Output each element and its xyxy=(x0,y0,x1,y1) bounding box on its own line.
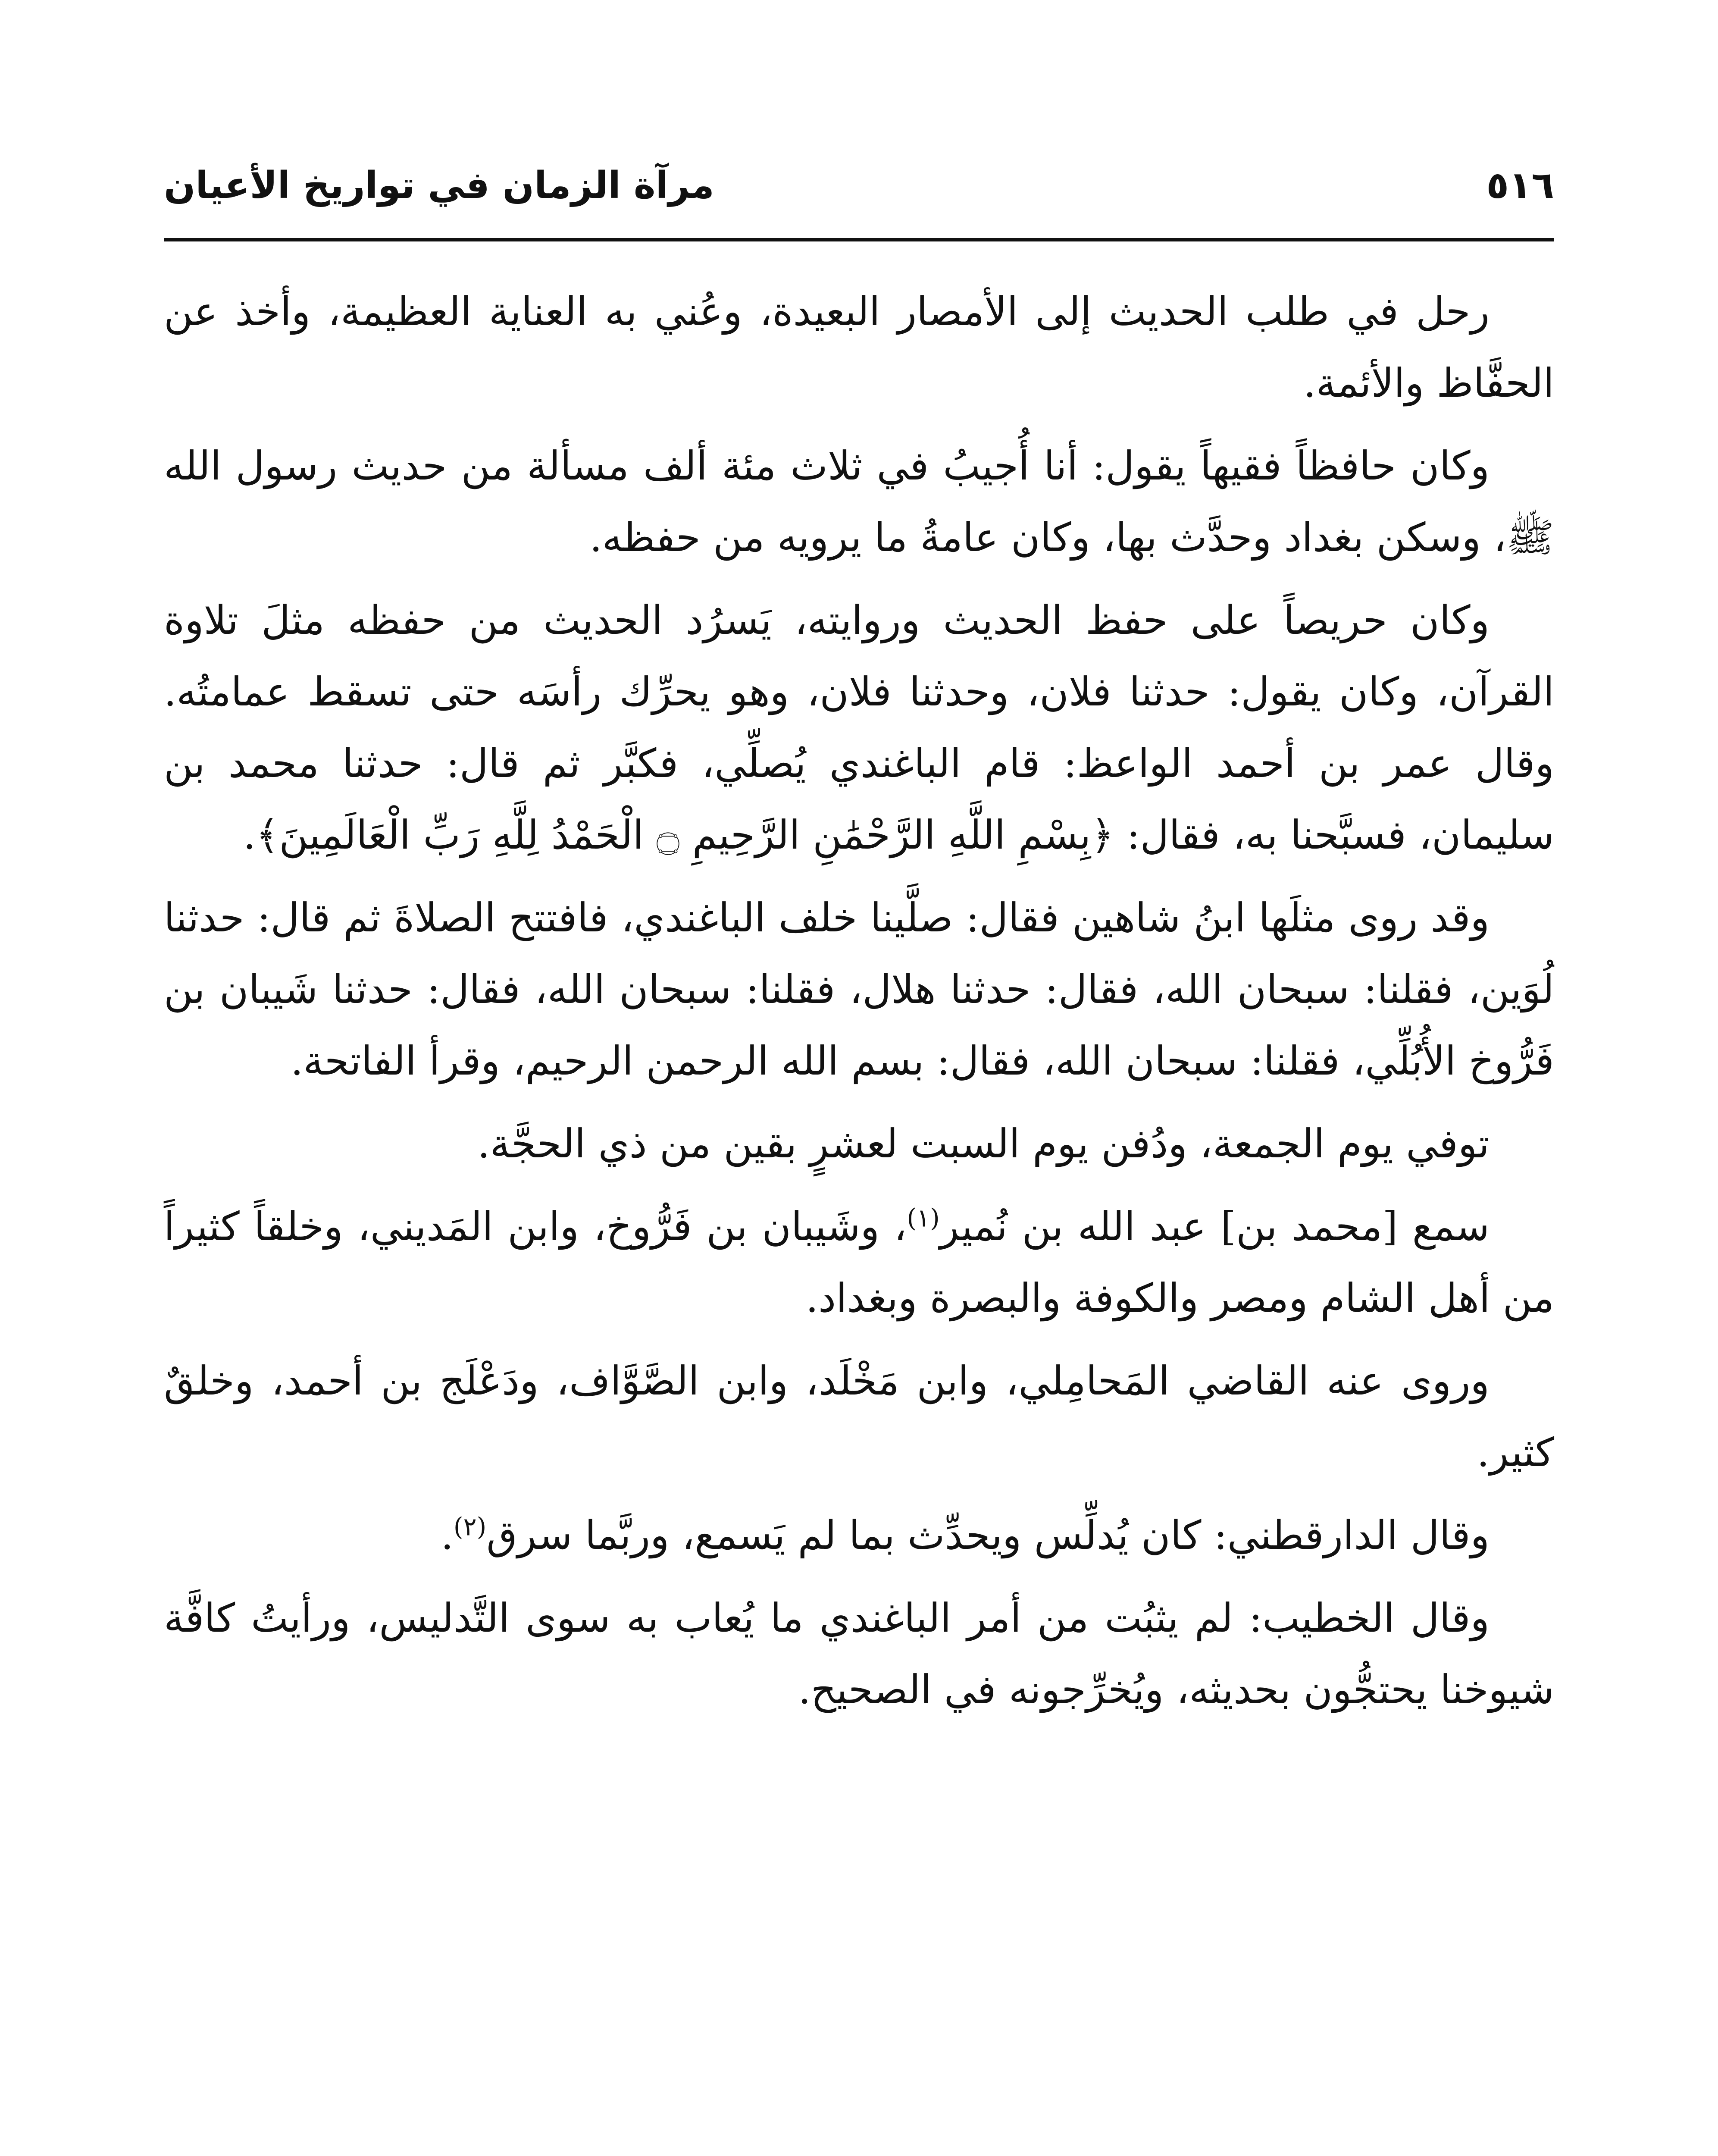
paragraph-khatib: وقال الخطيب: لم يثبُت من أمر الباغندي ما يُعاب به سوى التَّدليس، ورأيتُ كافَّة شيوخنا يحتجُّون بحديثه، ويُخرِّجونه في الصحيح. xyxy=(164,1595,1554,1713)
footnote-ref-1: (١) xyxy=(907,1203,940,1233)
main-text xyxy=(164,276,1554,1737)
paragraph-recitation: وكان حريصاً على حفظ الحديث وروايته، يَسرُد الحديث من حفظه مثلَ تلاوة القرآن، وكان يقول: حدثنا فلان، وحدثنا فلان، وهو يحرِّك رأسَه حتى تسقط عمامتُه. وقال عمر بن أحمد الواعظ: قام الباغندي يُصلِّي، فكبَّر ثم قال: حدثنا محمد بن سليمان، فسبَّحنا به، فقال: ﴿بِسْمِ اللَّهِ الرَّحْمَٰنِ الرَّحِيمِ ۝ الْحَمْدُ لِلَّهِ رَبِّ الْعَالَمِينَ﴾. xyxy=(164,597,1554,858)
header-divider xyxy=(164,238,1554,241)
page-number: ٥١٦ xyxy=(1486,164,1554,207)
footnote-ref-2: (٢) xyxy=(453,1512,487,1542)
page-header xyxy=(164,142,1554,241)
paragraph-students: وروى عنه القاضي المَحامِلي، وابن مَخْلَد، وابن الصَّوَّاف، ودَعْلَج بن أحمد، وخلقٌ كثير. xyxy=(164,1358,1554,1476)
paragraph-travels: رحل في طلب الحديث إلى الأمصار البعيدة، وعُني به العناية العظيمة، وأخذ عن الحفَّاظ والأئمة. xyxy=(164,288,1554,406)
running-title: مرآة الزمان في تواريخ الأعيان xyxy=(164,164,714,207)
paragraph-death: توفي يوم الجمعة، ودُفن يوم السبت لعشرٍ بقين من ذي الحجَّة. xyxy=(477,1121,1490,1167)
paragraph-memory: وكان حافظاً فقيهاً يقول: أنا أُجيبُ في ثلاث مئة ألف مسألة من حديث رسول الله ﷺ، وسكن بغداد وحدَّث بها، وكان عامةُ ما يرويه من حفظه. xyxy=(164,443,1554,561)
daraqutni-text-end: . xyxy=(441,1512,454,1558)
paragraph-daraqutni xyxy=(164,1500,1554,1571)
paragraph-ibn-shahin-report: وقد روى مثلَها ابنُ شاهين فقال: صلَّينا خلف الباغندي، فافتتح الصلاةَ ثم قال: حدثنا لُوَين، فقلنا: سبحان الله، فقال: حدثنا هلال، فقلنا: سبحان الله، فقال: حدثنا شَيبان بن فَرُّوخ الأُبُلِّي، فقلنا: سبحان الله، فقال: بسم الله الرحمن الرحيم، وقرأ الفاتحة. xyxy=(164,895,1554,1084)
teachers-text-end: ، وشَيبان بن فَرُّوخ، وابن المَديني، وخلقاً كثيراً من أهل الشام ومصر والكوفة والبصرة وبغداد. xyxy=(164,1203,1554,1321)
paragraph-teachers xyxy=(164,1191,1554,1334)
teachers-text-start: سمع [محمد بن] عبد الله بن نُمير xyxy=(939,1203,1490,1250)
daraqutni-text: وقال الدارقطني: كان يُدلِّس ويحدِّث بما لم يَسمع، وربَّما سرق xyxy=(486,1512,1490,1558)
